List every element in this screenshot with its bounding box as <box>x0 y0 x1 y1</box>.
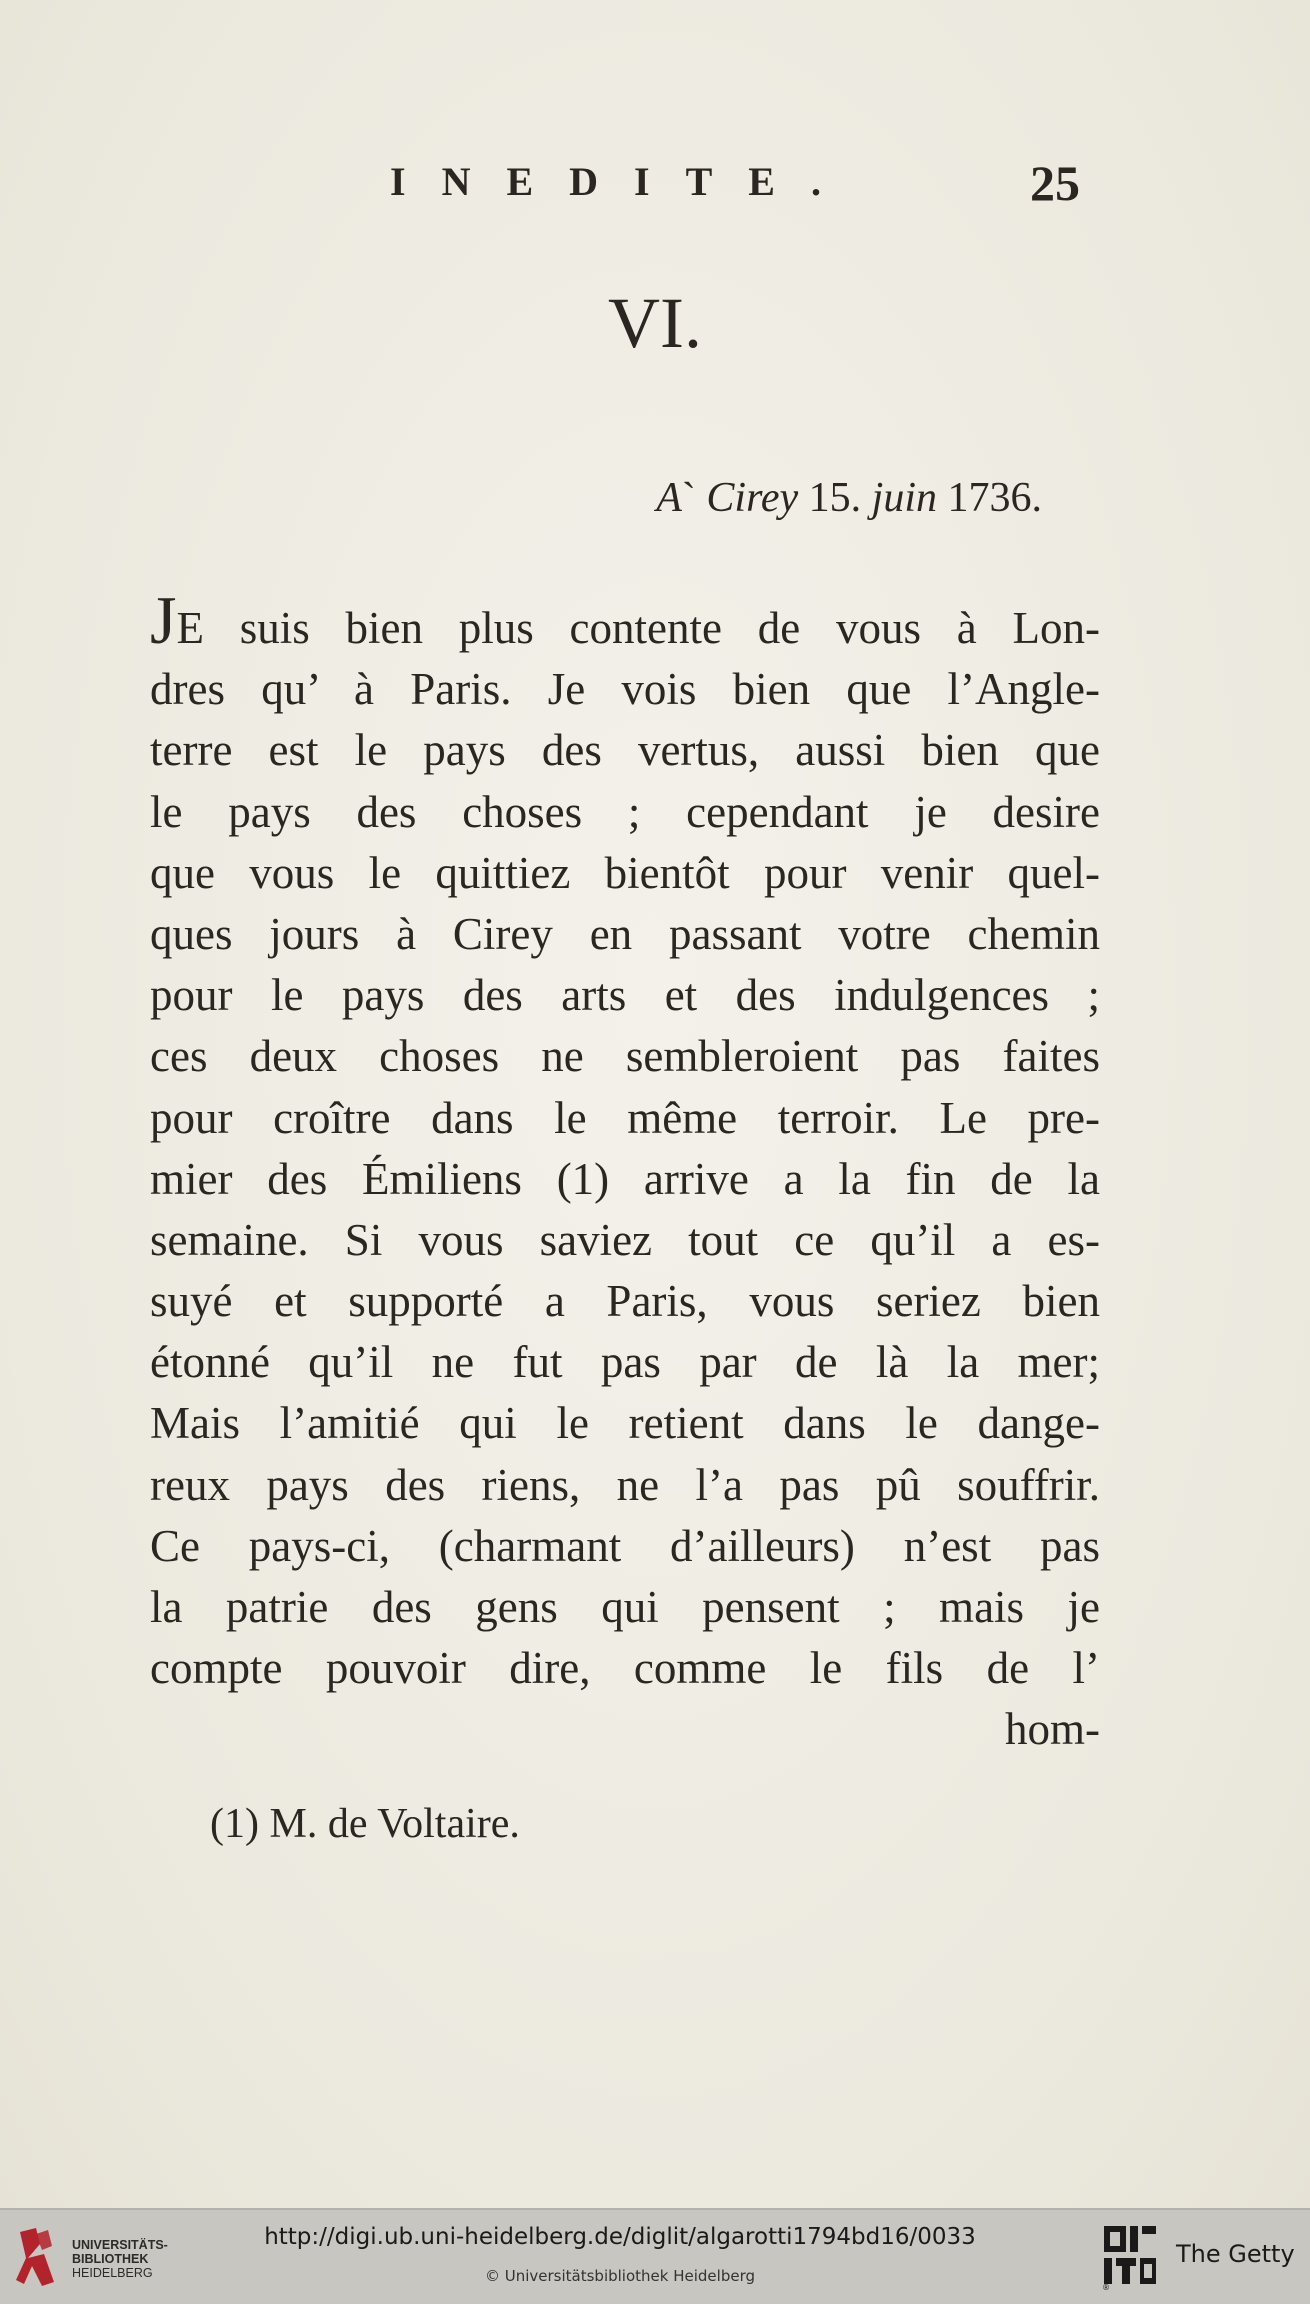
text-line: que vous le quittiez bientôt pour venir quel- <box>150 847 1100 898</box>
first-line-text: E suis bien plus contente de vous à Lon- <box>176 603 1100 653</box>
text-line: Mais l’amitié qui le retient dans le dange- <box>150 1398 1100 1449</box>
copyright-notice: © Universitätsbibliothek Heidelberg <box>484 2267 755 2285</box>
dateline: A` Cirey 15. juin 1736. <box>656 475 1042 521</box>
getty-label: The Getty <box>1176 2240 1295 2268</box>
dateline-day: 15. <box>808 475 862 521</box>
dateline-place: Cirey <box>706 475 799 521</box>
text-line: reux pays des riens, ne l’a pas pû souffrir. <box>150 1459 1100 1510</box>
text-line: terre est le pays des vertus, aussi bien que <box>150 725 1100 776</box>
letter-body <box>150 582 1100 1761</box>
text-line: le pays des choses ; cependant je desire <box>150 786 1100 837</box>
dateline-year: 1736. <box>947 475 1042 521</box>
ub-heidelberg-icon <box>14 2224 60 2290</box>
library-name-line1: UNIVERSITÄTS- <box>72 2238 168 2252</box>
text-line: suyé et supporté a Paris, vous seriez bien <box>150 1276 1100 1327</box>
text-line: pour le pays des arts et des indulgences ; <box>150 970 1100 1021</box>
running-title: INEDITE. <box>390 159 857 204</box>
footnote: (1) M. de Voltaire. <box>210 1801 520 1847</box>
dateline-month: juin <box>871 475 937 521</box>
text-line: Ce pays-ci, (charmant d’ailleurs) n’est pas <box>150 1520 1100 1571</box>
university-library-logo[interactable] <box>14 2224 184 2290</box>
text-line: ques jours à Cirey en passant votre chemin <box>150 908 1100 959</box>
text-line: compte pouvoir dire, comme le fils de l’ <box>150 1643 1100 1694</box>
text-line: mier des Émiliens (1) arrive a la fin de la <box>150 1153 1100 1204</box>
chapter-heading: VI. <box>608 283 702 363</box>
text-line: pour croître dans le même terroir. Le pre- <box>150 1092 1100 1143</box>
library-name-line2: BIBLIOTHEK <box>72 2252 149 2266</box>
running-head <box>0 155 1310 218</box>
library-name <box>72 2238 168 2280</box>
permalink-url[interactable]: http://digi.ub.uni-heidelberg.de/diglit/algarotti1794bd16/0033 <box>264 2224 976 2250</box>
dateline-prefix: A <box>656 475 682 521</box>
catchword: hom- <box>1005 1704 1100 1755</box>
registered-mark: ® <box>1102 2283 1110 2290</box>
text-line <box>150 582 1100 659</box>
page-number: 25 <box>1030 155 1080 211</box>
text-line: ces deux choses ne sembleroient pas faites <box>150 1031 1100 1082</box>
text-line: étonné qu’il ne fut pas par de là la mer; <box>150 1337 1100 1388</box>
getty-logo-icon[interactable] <box>1100 2224 1160 2290</box>
library-name-line3: HEIDELBERG <box>72 2266 153 2280</box>
viewer-footer <box>0 2208 1310 2304</box>
text-line: semaine. Si vous saviez tout ce qu’il a es- <box>150 1214 1100 1265</box>
text-line: la patrie des gens qui pensent ; mais je <box>150 1582 1100 1632</box>
drop-cap: J <box>150 582 177 658</box>
text-line: dres qu’ à Paris. Je vois bien que l’Angle- <box>150 664 1100 715</box>
